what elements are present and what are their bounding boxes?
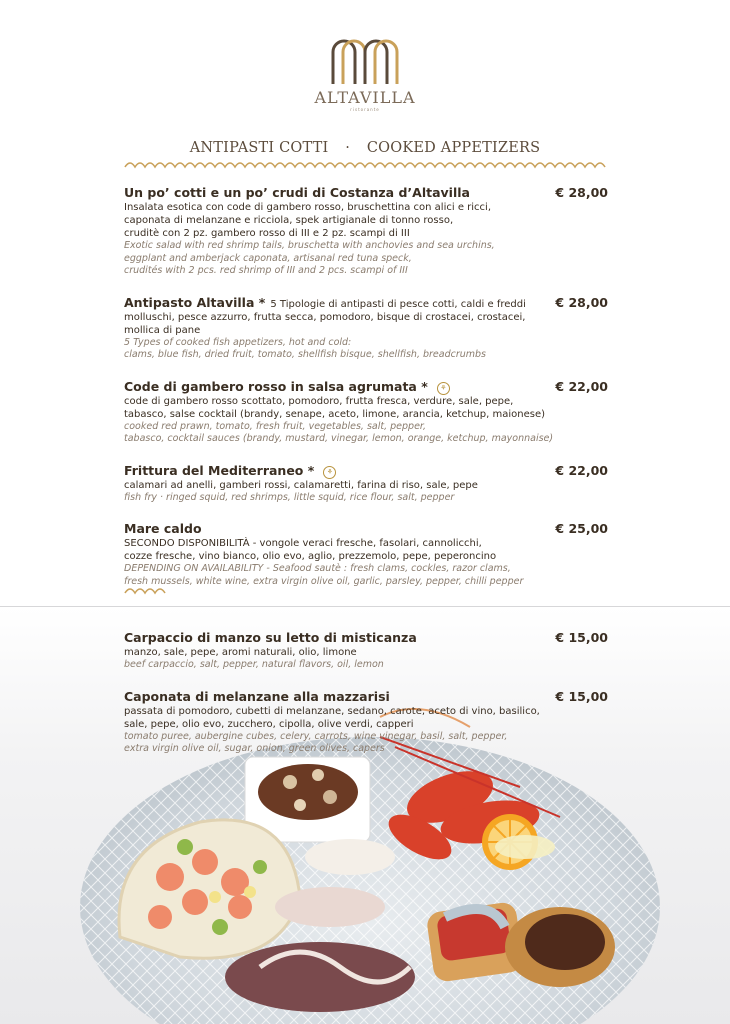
- section-title-italian: ANTIPASTI COTTI: [189, 140, 329, 156]
- allergen-icon: ⚘: [437, 382, 450, 395]
- wave-divider: [124, 159, 608, 169]
- section-title: [0, 140, 730, 156]
- logo-subtitle: ristorante: [350, 107, 380, 112]
- item-description-en: beef carpaccio, salt, pepper, natural flavors, oil, lemon: [124, 659, 384, 670]
- item-name: Mare caldo: [124, 521, 202, 536]
- item-description-en: fish fry · ringed squid, red shrimps, little squid, rice flour, salt, pepper: [124, 491, 455, 503]
- item-name: Code di gambero rosso in salsa agrumata *: [124, 378, 428, 394]
- item-inline-description: 5 Tipologie di antipasti di pesce cotti, caldi e freddi: [270, 298, 526, 310]
- item-name: Caponata di melanzane alla mazzarisi: [124, 688, 390, 704]
- item-description-en: tomato puree, aubergine cubes, celery, carrots, wine vinegar, basil, salt, pepper, extra virgin olive oil, sugar, onion, green olives, capers: [124, 730, 508, 754]
- item-price: € 22,00: [555, 378, 608, 394]
- menu-list: [124, 182, 608, 769]
- item-description-en: Exotic salad with red shrimp tails, bruschetta with anchovies and sea urchins, eggplant and amberjack caponata, artisanal red tuna speck, crudités with 2 pcs. red shrimp of III and 2 pcs. scampi of III: [124, 240, 495, 276]
- item-description-en: DEPENDING ON AVAILABILITY - Seafood sautè : fresh clams, cockles, razor clams, fresh mussels, white wine, extra virgin olive oil, garlic, parsley, pepper, chilli pepper: [124, 563, 524, 587]
- section-title-separator: ·: [345, 140, 351, 156]
- item-price: € 22,00: [555, 462, 608, 478]
- item-description-en: cooked red prawn, tomato, fresh fruit, vegetables, salt, pepper, tabasco, cocktail sauces (brandy, mustard, vinegar, lemon, orange, ketchup, mayonnaise): [124, 420, 554, 444]
- item-description-it: calamari ad anelli, gamberi rossi, calamaretti, farina di riso, sale, pepe: [124, 479, 478, 491]
- item-price: € 28,00: [555, 294, 608, 310]
- small-wave-divider: [124, 585, 168, 595]
- logo-name: ALTAVILLA: [314, 88, 416, 107]
- item-price: € 28,00: [555, 185, 608, 200]
- menu-item: [124, 627, 608, 672]
- item-name: Un po’ cotti e un po’ crudi di Costanza d’Altavilla: [124, 185, 470, 200]
- item-price: € 15,00: [555, 630, 608, 645]
- item-description-it: SECONDO DISPONIBILITÀ - vongole veraci fresche, fasolari, cannolicchi, cozze fresche, vino bianco, olio evo, aglio, prezzemolo, pepe, peperoncino: [124, 538, 497, 562]
- menu-item: [124, 460, 608, 505]
- item-name: Antipasto Altavilla *: [124, 294, 266, 310]
- item-description-it: code di gambero rosso scottato, pomodoro, frutta fresca, verdure, sale, pepe, tabasco, salse cocktail (brandy, senape, aceto, limone, arancia, ketchup, maionese): [124, 395, 546, 420]
- menu-item: [124, 518, 608, 588]
- section-title-english: COOKED APPETIZERS: [366, 140, 541, 156]
- restaurant-logo: [0, 36, 730, 112]
- arches-logo-icon: [330, 36, 400, 86]
- menu-item: [124, 182, 608, 278]
- item-price: € 25,00: [555, 521, 608, 536]
- item-description-it: molluschi, pesce azzurro, frutta secca, pomodoro, bisque di crostacei, crostacei, mollica di pane: [124, 311, 526, 336]
- menu-item: [124, 686, 608, 756]
- item-description-it: Insalata esotica con code di gambero rosso, bruschettina con alici e ricci, caponata di melanzane e ricciola, spek artigianale di tonno rosso, cruditè con 2 pz. gambero rosso di III e 2 pz. scampi di III: [124, 202, 491, 239]
- item-price: € 15,00: [555, 688, 608, 704]
- item-name: Carpaccio di manzo su letto di misticanza: [124, 630, 417, 645]
- item-description-it: passata di pomodoro, cubetti di melanzane, sedano, carote, aceto di vino, basilico, sale, pepe, olio evo, zucchero, cipolla, olive verdi, capperi: [124, 705, 540, 730]
- item-name: Frittura del Mediterraneo *: [124, 462, 315, 478]
- allergen-icon: ⚘: [323, 466, 336, 479]
- menu-item: [124, 292, 608, 362]
- item-description-en: 5 Types of cooked fish appetizers, hot and cold: clams, blue fish, dried fruit, tomato, shellfish bisque, shellfish, breadcrumbs: [124, 336, 486, 360]
- menu-item: [124, 376, 608, 446]
- item-description-it: manzo, sale, pepe, aromi naturali, olio, limone: [124, 647, 357, 658]
